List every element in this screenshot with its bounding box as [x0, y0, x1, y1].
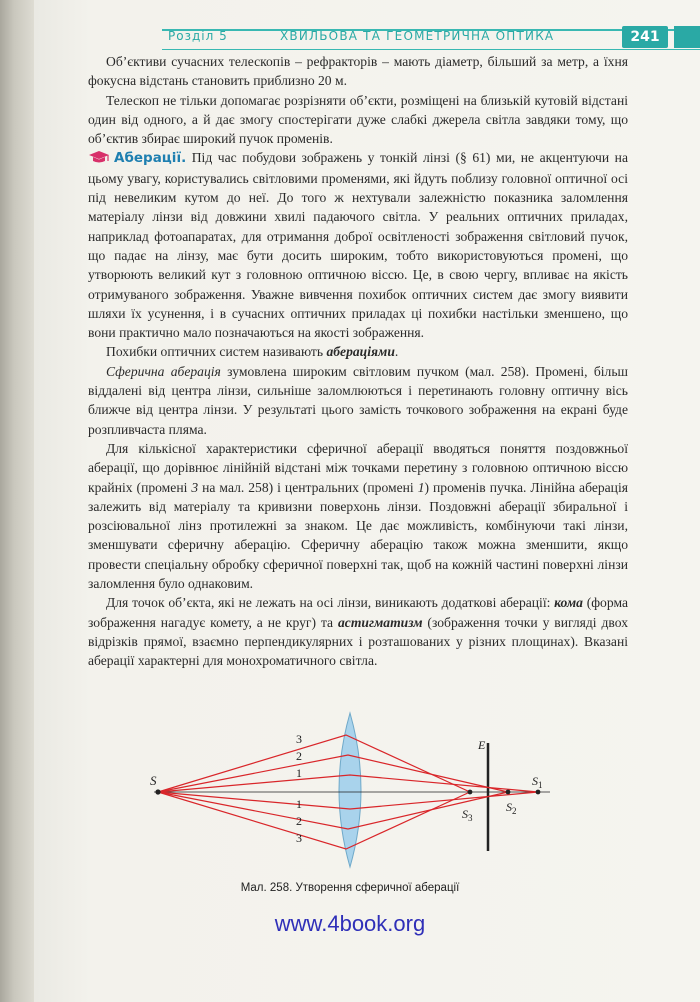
ray-label-top-2: 2: [296, 749, 302, 763]
ray-label-bottom-2: 2: [296, 814, 302, 828]
header-tab: [674, 26, 700, 48]
text-span: на мал. 258) і центральних (промені: [198, 479, 418, 495]
ray-label-top-3: 3: [296, 732, 302, 746]
image-point-s2: [506, 790, 511, 795]
figure-caption: Мал. 258. Утворення сферичної аберації: [240, 882, 460, 894]
header-title: ХВИЛЬОВА ТА ГЕОМЕТРИЧНА ОПТИКА: [280, 29, 555, 43]
text-span: Для точок об’єкта, які не лежать на осі лінзи, виникають додаткові аберації:: [106, 595, 555, 611]
running-header: [162, 26, 700, 50]
spherical-aberration-diagram: [140, 705, 570, 875]
paragraph: Об’єктиви сучасних телескопів – рефракторів – мають діаметр, більший за метр, а їхня фокусна відстань становить приблизно 20 м.: [88, 54, 628, 89]
source-label: S: [150, 773, 157, 788]
text-span: (зображення точки у вигляді двох відрізків прямої, взаємно перпендикулярних і розташованих у різних площинах). Вказані аберації характерні для монохроматичного світла.: [88, 614, 628, 669]
header-section: Розділ 5: [168, 29, 228, 43]
screen-label: E: [478, 738, 486, 752]
image-point-s3: [468, 790, 473, 795]
image-label-s2: $S_2$: [506, 800, 517, 816]
term: кома: [554, 595, 583, 611]
ray-label-bottom-3: 3: [296, 831, 302, 845]
paragraph-aberrations: [88, 148, 628, 342]
paragraph: [88, 439, 628, 593]
image-label-s3: $S_3$: [462, 807, 473, 823]
text-span: Для кількісної характеристики сферичної аберації вводяться поняття поздовжньої аберації, що дорівнює лінійній відстані між точками перетину з головною оптичною віссю крайніх (промені: [88, 440, 628, 495]
ray-label-top-1: 1: [296, 766, 302, 780]
text-span: Похибки оптичних систем називають: [106, 344, 327, 360]
section-heading: Аберації.: [114, 150, 187, 167]
paragraph-text: Під час побудови зображень у тонкій лінзі (§ 61) ми, не акцентуючи на цьому увагу, користувались світловими променями, які йдуть поблизу головної оптичної осі під невеликим кутом до неї. До того ж нехтували залежністю показника заломлення матеріалу лінзи від довжини хвилі падаючого світла. У реальних оптичних приладах, наприклад фотоапаратах, для отримання доброї освітленості зображення світловий пучок, що падає на лінзу, має бути досить широким, тобто використовуються промені, що утворюють великий кут з головною оптичною віссю. Це, в свою чергу, впливає на якість отримуваного зображення. Уважне вивчення похибок оптичних систем дає змогу виявити шляхи їх усунення, і в сучасних оптичних приладах ці похибки настільки зменшено, що вони практично мало позначаються на якості зображення.: [88, 150, 628, 341]
term: 3: [191, 479, 199, 495]
term: Сферична аберація: [106, 363, 221, 379]
watermark: www.4book.org: [274, 911, 426, 936]
image-point-s1: [536, 790, 541, 795]
graduation-cap-icon: [88, 150, 110, 164]
paragraph: Телескоп не тільки допомагає розрізняти об’єкти, розміщені на близькій кутовій відстані один від одного, а й дає змогу спостерігати дуже слабкі джерела світла завдяки тому, що об’єктив збирає широкий пучок променів.: [88, 92, 628, 147]
paragraph: [88, 593, 628, 670]
image-label-s1: $S_1$: [532, 774, 543, 790]
source-point: [155, 789, 160, 794]
text-span: .: [394, 344, 399, 360]
term: астигматизм: [338, 614, 423, 630]
term: абераціями: [326, 344, 395, 360]
paragraph: [88, 342, 628, 361]
text-span: (форма зображення нагадує комету, а не круг) та: [88, 595, 628, 630]
page-gutter: [0, 0, 34, 1002]
page-number: 241: [622, 26, 668, 48]
paragraph: [88, 362, 628, 439]
ray-label-bottom-1: 1: [296, 797, 302, 811]
term: 1: [417, 479, 425, 495]
text-span: зумовлена широким світловим пучком (мал. 258). Промені, більш віддалені від центра лінзи, сильніше заломлюються і перетинають головну оптичну вісь ближче від центра лінзи. У результаті цього замість точкового зображення на екрані буде розпливчаста пляма.: [88, 363, 628, 437]
text-span: ) променів пучка. Лінійна аберація залежить від матеріалу та кривизни поверхонь лінзи. Поздовжні аберації збиральної і розсіювальної лінз протилежні за знаком. Це дає можливість, комбінуючи такі лінзи, зменшувати сферичну аберацію. Сферичну аберацію також можна зменшити, якщо провести спеціальну обробку сферичної поверхні так, щоб на кожній частині поверхні лінзи заломлення було однаковим.: [88, 479, 628, 592]
ray-top-2: [158, 755, 508, 792]
body-text: [88, 52, 628, 671]
ray-bottom-2: [158, 792, 508, 829]
